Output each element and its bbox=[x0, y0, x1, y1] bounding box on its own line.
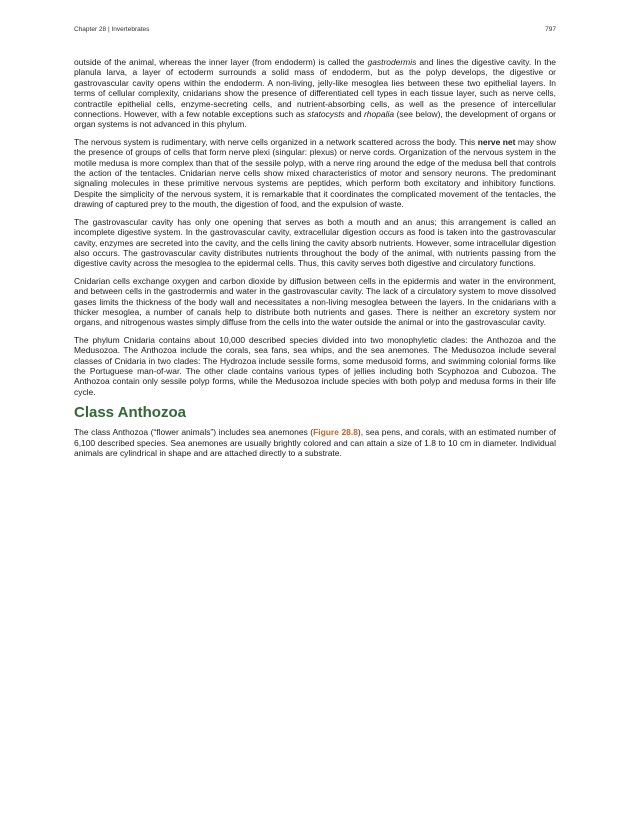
term-gastrodermis: gastrodermis bbox=[367, 57, 417, 67]
term-statocysts: statocysts bbox=[307, 109, 345, 120]
chapter-title: Chapter 28 | Invertebrates bbox=[74, 26, 150, 33]
body-text bbox=[74, 57, 556, 465]
section-heading: Class Anthozoa bbox=[74, 404, 186, 422]
paragraph-1: outside of the animal, whereas the inner layer (from endoderm) is called the gastrodermis and lines the digestive cavity. In the planula larva, a layer of ectoderm surrounds a solid mass of endoderm, but as the polyp develops, the digestive or gastrovascular cavity opens within the endoderm. A non-living, jelly-like mesoglea lies between these two epithelial layers. In terms of cellular complexity, cnidarians show the presence of differentiated cell types in each tissue layer, such as nerve cells, contractile epithelial cells, enzyme-secreting cells, and nutrient-absorbing cells, as well as the presence of intercellular connections. However, with a few notable exceptions such as statocysts and rhopalia (see below), the development of organs or organ systems is not advanced in this phylum. bbox=[74, 57, 556, 130]
paragraph-4: Cnidarian cells exchange oxygen and carbon dioxide by diffusion between cells in the epidermis and water in the environment, and between cells in the gastrodermis and water in the gastrovascular cavity. The lack of a circulatory system to move dissolved gases limits the thickness of the body wall and necessitates a non-living mesoglea between the layers. In the cnidarians with a thicker mesoglea, a number of canals help to distribute both nutrients and gases. There is neither an excretory system nor organs, and nitrogenous wastes simply diffuse from the cells into the water outside the animal or into the gastrovascular cavity. bbox=[74, 275, 556, 328]
term-rhopalia: rhopalia bbox=[363, 109, 395, 120]
paragraph-3: The gastrovascular cavity has only one opening that serves as both a mouth and an anus; this arrangement is called an incomplete digestive system. In the gastrovascular cavity, extracellular digestion occurs as food is taken into the gastrovascular cavity, enzymes are secreted into the cavity, and the cells lining the cavity absorb nutrients. However, some intracellular digestion also occurs. The gastrovascular cavity distributes nutrients throughout the body of the animal, with nutrients passing from the digestive cavity across the mesoglea to the epidermal cells. Thus, this cavity serves both digestive and circulatory functions. bbox=[74, 216, 556, 269]
paragraph-2: The nervous system is rudimentary, with nerve cells organized in a network scattered across the body. This nerve net may show the presence of groups of cells that form nerve plexi (singular: plexus) or nerve cords. Organization of the nervous system in the motile medusa is more complex than that of the sessile polyp, with a nerve ring around the edge of the medusa bell that controls the action of the tentacles. Cnidarian nerve cells show mixed characteristics of motor and sensory neurons. The predominant signaling molecules in these primitive nervous systems are peptides, which perform both excitatory and inhibitory functions. Despite the simplicity of the nervous system, it is remarkable that it coordinates the complicated movement of the tentacles, the drawing of captured prey to the mouth, the digestion of food, and the expulsion of waste. bbox=[74, 136, 557, 210]
running-header bbox=[74, 26, 556, 33]
term-nerve-net: nerve net bbox=[477, 136, 516, 147]
figure-link[interactable]: Figure 28.8 bbox=[313, 427, 358, 438]
paragraph-6: The class Anthozoa (“flower animals”) includes sea anemones (Figure 28.8), sea pens, and corals, with an estimated number of 6,100 described species. Sea anemones are usually brightly colored and can attain a size of 1.8 to 10 cm in diameter. Individual animals are cylindrical in shape and are attached directly to a substrate. bbox=[74, 427, 556, 458]
paragraph-5: The phylum Cnidaria contains about 10,000 described species divided into two monophyletic clades: the Anthozoa and the Medusozoa. The Anthozoa include the corals, sea fans, sea whips, and the sea anemones. The Medusozoa include several classes of Cnidaria in two clades: The Hydrozoa include sessile forms, some medusoid forms, and swimming colonial forms like the Portuguese man-of-war. The other clade contains various types of jellies including both Scyphozoa and Cubozoa. The Anthozoa contain only sessile polyp forms, while the Medusozoa include species with both polyp and medusa forms in their life cycle. bbox=[74, 334, 556, 397]
page-number: 797 bbox=[545, 26, 556, 33]
